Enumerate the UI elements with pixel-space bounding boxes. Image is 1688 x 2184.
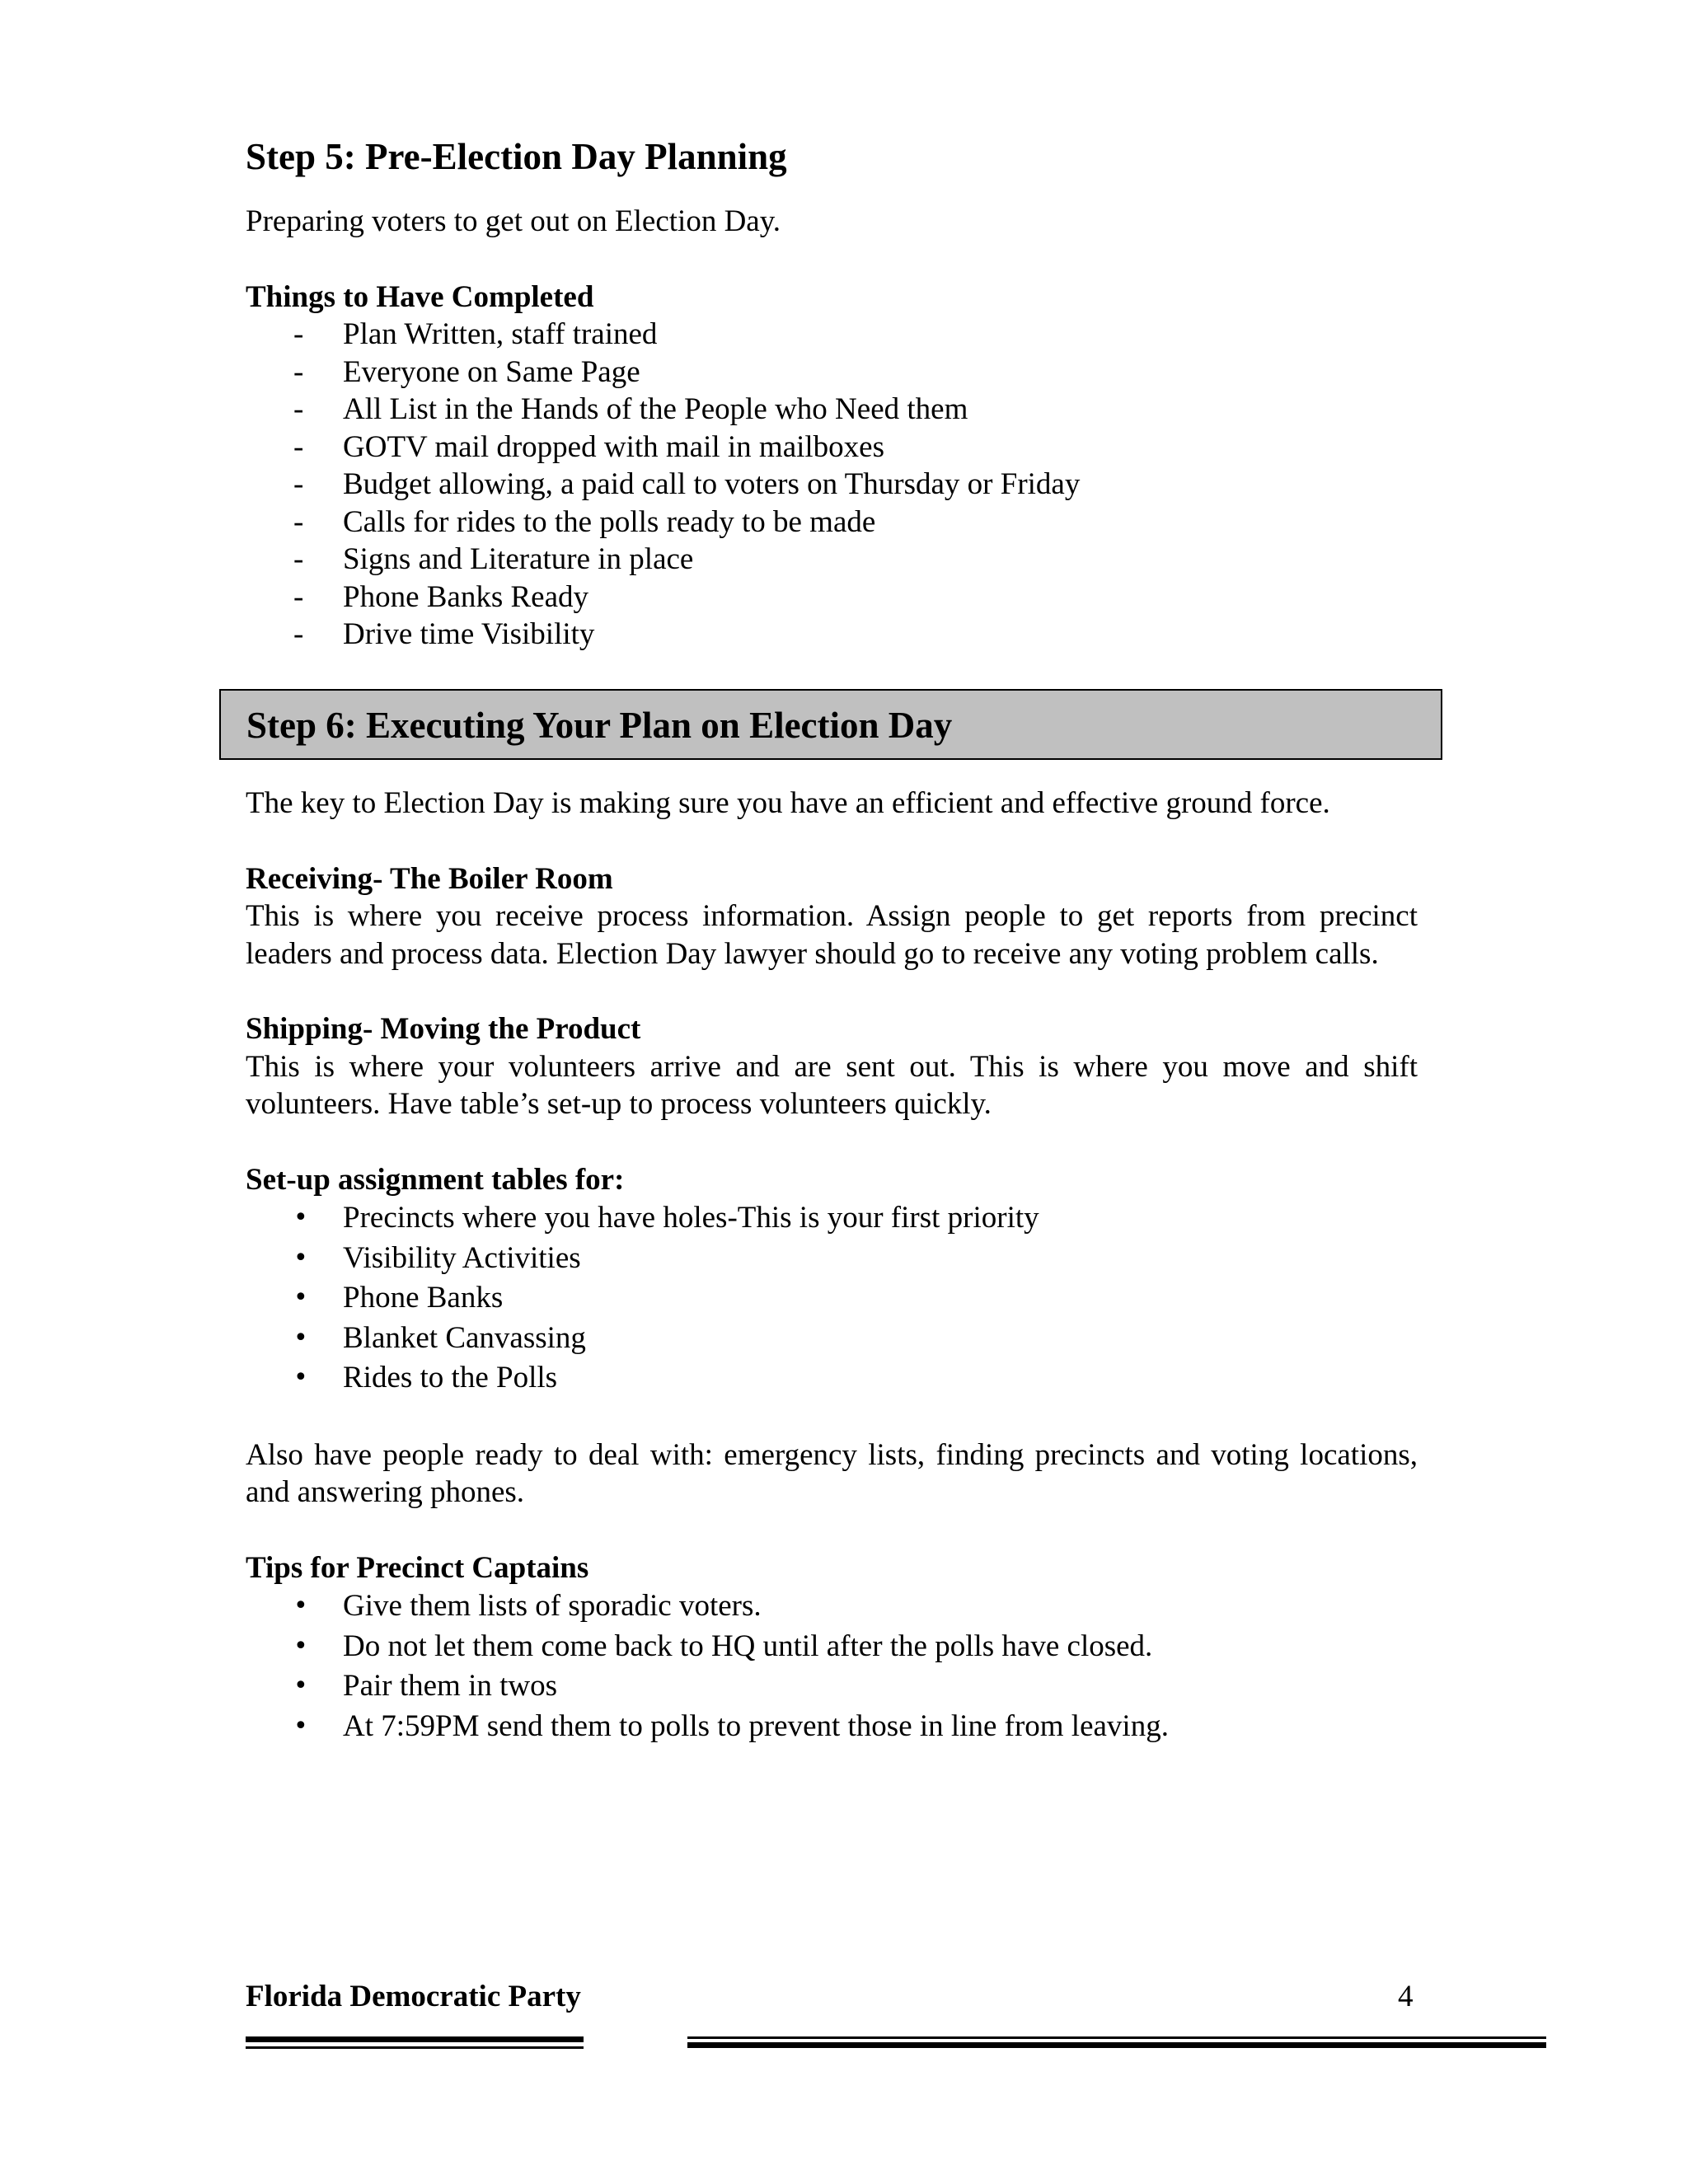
receiving-heading: Receiving- The Boiler Room [246, 861, 613, 896]
list-item [246, 616, 1423, 654]
also-paragraph: Also have people ready to deal with: emergency lists, finding precincts and voting locations, and answering phones. [246, 1437, 1418, 1509]
footer-organization: Florida Democratic Party [246, 1980, 581, 2013]
dash-marker: - [293, 504, 304, 539]
assignment-list [246, 1198, 1418, 1399]
step5-section [246, 132, 1423, 654]
assignment-heading: Set-up assignment tables for: [246, 1162, 625, 1197]
list-item-text: Plan Written, staff trained [343, 317, 658, 351]
list-item [246, 1666, 1418, 1707]
step6-intro: The key to Election Day is making sure you have an efficient and effective ground force. [246, 786, 1330, 820]
list-item-text: Phone Banks [343, 1281, 504, 1315]
shipping-heading: Shipping- Moving the Product [246, 1012, 641, 1046]
list-item [246, 1278, 1418, 1319]
list-item [246, 1198, 1418, 1239]
list-item [246, 466, 1423, 504]
list-item [246, 1239, 1418, 1279]
list-item [246, 429, 1423, 466]
list-item [246, 1586, 1418, 1627]
list-item-text: Blanket Canvassing [343, 1320, 586, 1355]
dash-marker: - [293, 542, 304, 576]
dash-marker: - [293, 317, 304, 351]
tips-list [246, 1586, 1418, 1746]
list-item [246, 1358, 1418, 1399]
shipping-paragraph: This is where your volunteers arrive and are sent out. This is where you move and shift volunteers. Have table’s set-up to process volunteers quickly. [246, 1049, 1418, 1121]
spacer [246, 241, 1423, 279]
list-item [246, 579, 1423, 616]
dash-marker: - [293, 579, 304, 614]
footer-rule [687, 2036, 1546, 2039]
list-item [246, 316, 1423, 354]
bullet-marker: • [293, 1631, 308, 1661]
bullet-marker: • [293, 1591, 308, 1620]
bullet-marker: • [293, 1323, 308, 1352]
list-item-text: GOTV mail dropped with mail in mailboxes [343, 429, 885, 464]
list-item-text: Do not let them come back to HQ until after the polls have closed. [343, 1629, 1153, 1663]
receiving-paragraph: This is where you receive process information. Assign people to get reports from precinct leaders and process data. Election Day lawyer should go to receive any voting problem calls. [246, 899, 1418, 971]
list-item-text: Signs and Literature in place [343, 542, 694, 576]
bullet-marker: • [293, 1711, 308, 1741]
dash-marker: - [293, 429, 304, 464]
list-item-text: Everyone on Same Page [343, 354, 640, 389]
list-item-text: At 7:59PM send them to polls to prevent those in line from leaving. [343, 1708, 1169, 1743]
list-item-text: Budget allowing, a paid call to voters on Thursday or Friday [343, 467, 1081, 501]
bullet-marker: • [293, 1203, 308, 1232]
list-item [246, 391, 1423, 429]
list-item-text: Rides to the Polls [343, 1361, 558, 1394]
list-item-text: Precincts where you have holes-This is your first priority [343, 1201, 1039, 1235]
spacer [246, 823, 1418, 860]
dash-marker: - [293, 617, 304, 651]
completed-heading: Things to Have Completed [246, 279, 594, 314]
bullet-marker: • [293, 1363, 308, 1392]
step6-section [246, 785, 1418, 1746]
bullet-marker: • [293, 1283, 308, 1312]
footer-rule [246, 2036, 584, 2042]
step5-heading: Step 5: Pre-Election Day Planning [246, 136, 787, 177]
step6-heading: Step 6: Executing Your Plan on Election Day [246, 705, 953, 746]
list-item [246, 1707, 1418, 1747]
step6-heading-box [219, 689, 1442, 760]
dash-marker: - [293, 467, 304, 501]
list-item [246, 354, 1423, 391]
step5-intro: Preparing voters to get out on Election Day. [246, 204, 781, 238]
tips-heading: Tips for Precinct Captains [246, 1550, 589, 1585]
list-item-text: Give them lists of sporadic voters. [343, 1589, 762, 1623]
list-item [246, 541, 1423, 579]
spacer [246, 1399, 1418, 1436]
list-item [246, 1627, 1418, 1667]
dash-marker: - [293, 392, 304, 426]
footer-rule [246, 2046, 584, 2049]
list-item [246, 504, 1423, 541]
list-item-text: Phone Banks Ready [343, 579, 589, 614]
footer-rule [687, 2042, 1546, 2048]
list-item-text: Drive time Visibility [343, 617, 595, 651]
completed-list [246, 316, 1423, 654]
dash-marker: - [293, 354, 304, 389]
list-item-text: Pair them in twos [343, 1669, 558, 1703]
footer-page-number: 4 [1398, 1980, 1414, 2013]
list-item [246, 1319, 1418, 1359]
bullet-marker: • [293, 1671, 308, 1700]
list-item-text: All List in the Hands of the People who Need them [343, 392, 968, 426]
list-item-text: Calls for rides to the polls ready to be made [343, 504, 876, 539]
spacer [246, 1511, 1418, 1549]
spacer [246, 972, 1418, 1010]
spacer [246, 1123, 1418, 1161]
list-item-text: Visibility Activities [343, 1240, 581, 1275]
bullet-marker: • [293, 1243, 308, 1272]
